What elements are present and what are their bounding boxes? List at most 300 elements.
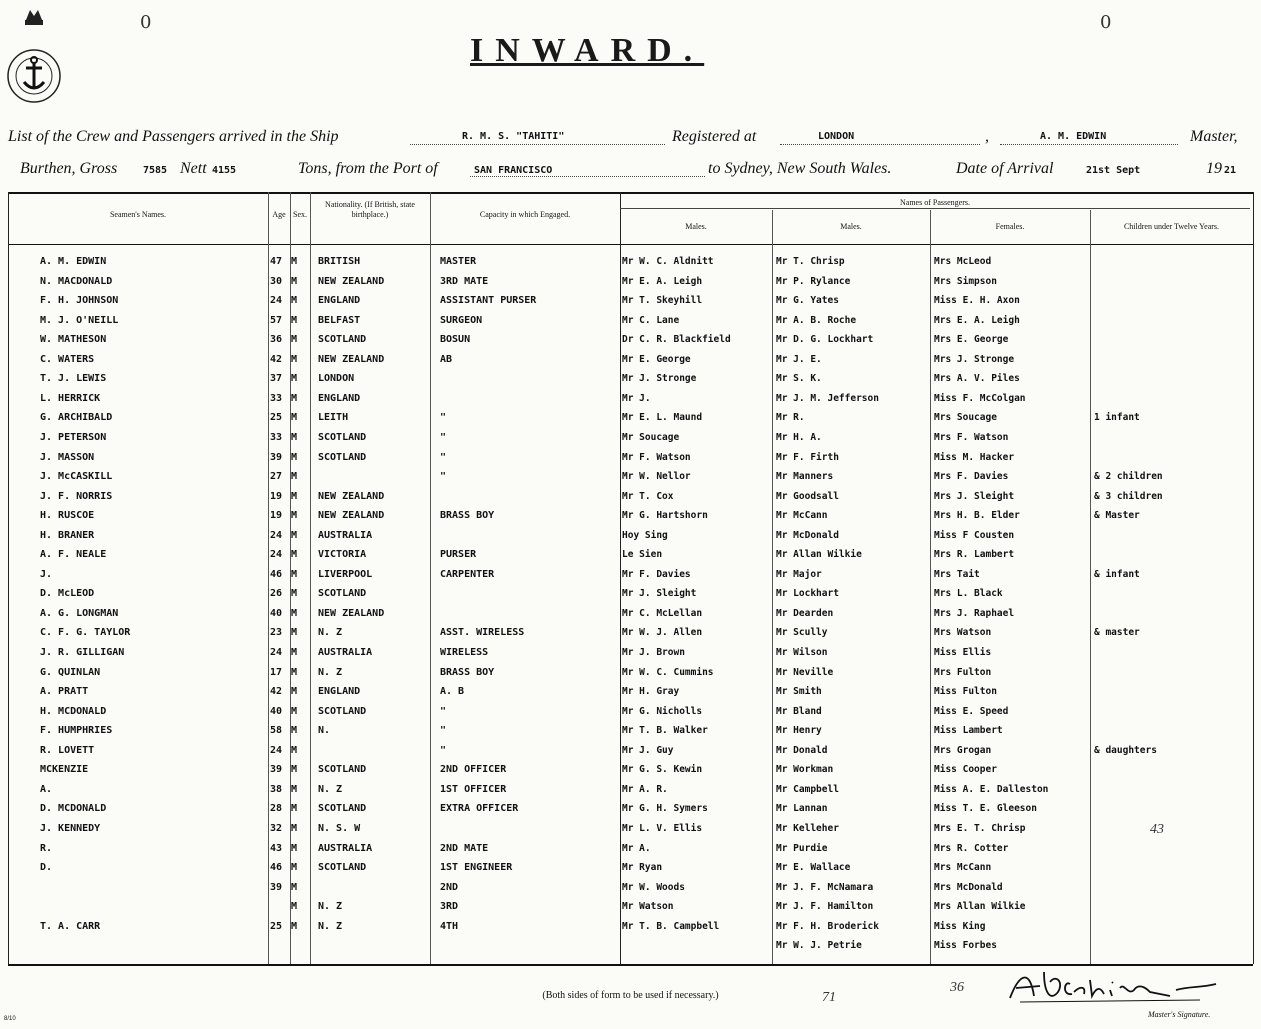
crew-nationality: N. Z bbox=[318, 666, 343, 678]
crew-sex: M bbox=[291, 783, 298, 795]
crew-sex: M bbox=[291, 842, 298, 854]
crew-nationality: SCOTLAND bbox=[318, 764, 367, 776]
crew-nationality: SCOTLAND bbox=[318, 705, 367, 717]
crew-capacity: 3RD bbox=[440, 901, 459, 913]
passenger-children: & 3 children bbox=[1094, 490, 1163, 502]
passenger-male: Mr T. B. Campbell bbox=[622, 920, 720, 932]
crew-name: H. BRANER bbox=[40, 529, 95, 541]
crew-sex: M bbox=[291, 275, 298, 287]
crew-nationality: SCOTLAND bbox=[318, 862, 367, 874]
passenger-children bbox=[1094, 799, 1250, 819]
passenger-male: Mr Manners bbox=[776, 471, 834, 483]
crew-capacity bbox=[440, 487, 616, 507]
crew-sex: M bbox=[291, 314, 298, 326]
crew-age: 24 bbox=[270, 529, 283, 541]
passenger-female: Miss E. Speed bbox=[934, 705, 1009, 717]
crew-name: T. J. LEWIS bbox=[40, 373, 107, 385]
crew-name bbox=[40, 878, 260, 898]
crew-capacity bbox=[440, 584, 616, 604]
passenger-male: Mr Bland bbox=[776, 705, 822, 717]
passenger-male: Mr J. M. Jefferson bbox=[776, 392, 879, 404]
header-line1-prefix: List of the Crew and Passengers arrived in the Ship bbox=[8, 128, 339, 145]
crew-capacity: MASTER bbox=[440, 256, 477, 267]
crew-sex: M bbox=[291, 862, 298, 874]
passenger-male: Mr Henry bbox=[776, 725, 822, 737]
from-port: SAN FRANCISCO bbox=[474, 165, 553, 176]
crew-nationality: AUSTRALIA bbox=[318, 647, 373, 658]
passenger-male: Mr J. Sleight bbox=[622, 588, 697, 600]
nett-tons: 4155 bbox=[212, 165, 237, 176]
passenger-male: Mr Workman bbox=[776, 764, 834, 776]
passenger-female: Miss Fulton bbox=[934, 686, 997, 698]
crew-nationality: SCOTLAND bbox=[318, 803, 367, 815]
crew-nationality: N. Z bbox=[318, 783, 343, 795]
passenger-male: Mr C. Lane bbox=[622, 314, 680, 326]
passenger-female: Miss F Cousten bbox=[934, 529, 1015, 541]
crew-nationality: VICTORIA bbox=[318, 549, 367, 561]
crew-capacity: " bbox=[440, 725, 447, 737]
passenger-male: Mr W. Nellor bbox=[622, 471, 691, 483]
crew-sex: M bbox=[291, 510, 298, 522]
passenger-male: Mr W. C. Aldnitt bbox=[622, 256, 714, 267]
passenger-male: Mr J. E. bbox=[776, 353, 822, 365]
year-prefix: 19 bbox=[1206, 160, 1222, 177]
crew-name: W. MATHESON bbox=[40, 334, 107, 346]
crew-age: 36 bbox=[270, 334, 283, 346]
crew-age: 24 bbox=[270, 744, 283, 756]
crew-nationality: BRITISH bbox=[318, 256, 361, 267]
burthen-label: Burthen, Gross bbox=[20, 160, 118, 177]
crew-name: C. WATERS bbox=[40, 353, 95, 365]
footer-note: (Both sides of form to be used if necessary.) bbox=[542, 990, 719, 1001]
crew-name: A. F. NEALE bbox=[40, 549, 107, 561]
passenger-male: Mr Major bbox=[776, 568, 822, 580]
crew-name: A. M. EDWIN bbox=[40, 256, 107, 267]
passenger-male: Mr H. Gray bbox=[622, 686, 680, 698]
crew-name: J. KENNEDY bbox=[40, 822, 101, 834]
passenger-male: Mr J. Guy bbox=[622, 744, 674, 756]
crew-name: L. HERRICK bbox=[40, 392, 101, 404]
passenger-children: & Master bbox=[1094, 510, 1140, 522]
passenger-children bbox=[1094, 526, 1250, 546]
passenger-children bbox=[1094, 545, 1250, 565]
crew-nationality: AUSTRALIA bbox=[318, 529, 373, 541]
crew-nationality: NEW ZEALAND bbox=[318, 490, 385, 502]
passenger-male: Mr Lockhart bbox=[776, 588, 839, 600]
passenger-male: Mr Soucage bbox=[622, 431, 680, 443]
passenger-male: Mr G. Nicholls bbox=[622, 705, 703, 717]
form-number: 8/10 bbox=[4, 1016, 16, 1022]
crew-capacity: " bbox=[440, 451, 447, 463]
crew-age: 30 bbox=[270, 275, 283, 287]
col-rule bbox=[1253, 192, 1254, 964]
passenger-female: Mrs J. Sleight bbox=[934, 490, 1015, 502]
passenger-male: Mr Campbell bbox=[776, 783, 839, 795]
crew-capacity: AB bbox=[440, 353, 453, 365]
passenger-children bbox=[1094, 272, 1250, 292]
crew-name: J. F. NORRIS bbox=[40, 490, 113, 502]
crew-name: J. R. GILLIGAN bbox=[40, 647, 125, 658]
to-sydney-label: to Sydney, New South Wales. bbox=[708, 160, 892, 177]
arrival-date: 21st Sept bbox=[1086, 165, 1141, 176]
crew-name bbox=[40, 897, 260, 917]
crew-capacity bbox=[440, 526, 616, 546]
passenger-male: Mr Scully bbox=[776, 627, 828, 639]
crew-age: 27 bbox=[270, 471, 283, 483]
crew-age: 37 bbox=[270, 373, 283, 385]
passenger-male: Mr F. Watson bbox=[622, 451, 691, 463]
crew-name: D. McLEOD bbox=[40, 588, 95, 600]
passenger-children bbox=[1094, 760, 1250, 780]
crew-age: 39 bbox=[270, 764, 283, 776]
crew-age: 24 bbox=[270, 647, 283, 658]
crew-capacity: SURGEON bbox=[440, 314, 483, 326]
passenger-male: Mr Neville bbox=[776, 666, 834, 678]
crew-sex: M bbox=[291, 686, 298, 698]
crew-nationality: SCOTLAND bbox=[318, 334, 367, 346]
passenger-female: Mrs A. V. Piles bbox=[934, 373, 1020, 385]
crew-nationality: N. Z bbox=[318, 901, 343, 913]
passenger-male: Mr Wilson bbox=[776, 647, 828, 658]
col-rule bbox=[310, 192, 311, 964]
col-rule bbox=[772, 210, 773, 964]
registered-port: LONDON bbox=[818, 131, 855, 142]
passenger-male: Mr W. J. Petrie bbox=[776, 940, 862, 952]
passenger-male: Mr H. A. bbox=[776, 431, 822, 443]
crew-sex: M bbox=[291, 412, 298, 424]
passenger-male: Mr E. A. Leigh bbox=[622, 275, 703, 287]
crew-capacity: " bbox=[440, 705, 447, 717]
passenger-female: Mrs Grogan bbox=[934, 744, 992, 756]
crew-capacity bbox=[440, 369, 616, 389]
passenger-female: Miss Cooper bbox=[934, 764, 997, 776]
passenger-male: Mr E. L. Maund bbox=[622, 412, 703, 424]
crew-age: 19 bbox=[270, 490, 283, 502]
arrival-label: Date of Arrival bbox=[956, 160, 1054, 177]
nett-label: Nett bbox=[180, 160, 207, 177]
crew-age bbox=[270, 897, 290, 917]
col-rule bbox=[268, 192, 269, 964]
crew-sex: M bbox=[291, 901, 298, 913]
crew-name: F. H. JOHNSON bbox=[40, 295, 119, 307]
passenger-female: Mrs J. Stronge bbox=[934, 353, 1015, 365]
crew-age: 33 bbox=[270, 392, 283, 404]
crew-capacity bbox=[440, 604, 616, 624]
punch-hole-right: 0 bbox=[1100, 12, 1112, 33]
passenger-male: Mr Donald bbox=[776, 744, 828, 756]
crew-nationality: N. Z bbox=[318, 920, 343, 932]
passenger-children bbox=[1094, 448, 1250, 468]
col-header-males-2: Males. bbox=[840, 222, 862, 231]
passenger-male: Mr G. Yates bbox=[776, 295, 839, 307]
passenger-children bbox=[1094, 604, 1250, 624]
crew-sex: M bbox=[291, 256, 298, 267]
passenger-male bbox=[622, 936, 770, 956]
crew-nationality: BELFAST bbox=[318, 314, 361, 326]
crew-sex: M bbox=[291, 568, 298, 580]
crew-sex: M bbox=[291, 431, 298, 443]
crew-age: 17 bbox=[270, 666, 283, 678]
crew-nationality bbox=[318, 467, 428, 487]
crew-capacity: CARPENTER bbox=[440, 568, 495, 580]
crew-age: 32 bbox=[270, 822, 283, 834]
crew-sex: M bbox=[291, 744, 298, 756]
crew-age: 38 bbox=[270, 783, 283, 795]
passenger-female: Mrs McCann bbox=[934, 862, 992, 874]
crew-name: N. MACDONALD bbox=[40, 275, 113, 287]
crew-capacity: " bbox=[440, 471, 447, 483]
crew-sex: M bbox=[291, 666, 298, 678]
crew-sex: M bbox=[291, 549, 298, 561]
from-port-underline bbox=[470, 176, 705, 177]
passenger-children bbox=[1094, 252, 1250, 272]
passenger-male: Mr F. Firth bbox=[776, 451, 839, 463]
crew-sex: M bbox=[291, 490, 298, 502]
crew-name: J. McCASKILL bbox=[40, 471, 113, 483]
crew-capacity: PURSER bbox=[440, 549, 477, 561]
tons-from-label: Tons, from the Port of bbox=[298, 160, 438, 177]
crew-sex: M bbox=[291, 725, 298, 737]
table-header-rule bbox=[8, 244, 1253, 245]
passenger-female: Mrs E. George bbox=[934, 334, 1009, 346]
crew-capacity: " bbox=[440, 744, 447, 756]
crew-capacity: ASST. WIRELESS bbox=[440, 627, 525, 639]
master-name: A. M. EDWIN bbox=[1040, 131, 1107, 142]
passenger-male: Mr Kelleher bbox=[776, 822, 839, 834]
passenger-male: Mr Allan Wilkie bbox=[776, 549, 862, 561]
passenger-male: Mr W. C. Cummins bbox=[622, 666, 714, 678]
crew-name: A. PRATT bbox=[40, 686, 89, 698]
passenger-children bbox=[1094, 350, 1250, 370]
registered-label: Registered at bbox=[672, 128, 757, 145]
table-top-rule bbox=[8, 192, 1253, 194]
crew-age: 47 bbox=[270, 256, 283, 267]
passenger-female: Miss F. McColgan bbox=[934, 392, 1026, 404]
crew-age: 39 bbox=[270, 881, 283, 893]
crew-sex: M bbox=[291, 705, 298, 717]
crew-nationality: NEW ZEALAND bbox=[318, 510, 385, 522]
crew-nationality: N. Z bbox=[318, 627, 343, 639]
crew-age: 24 bbox=[270, 295, 283, 307]
passenger-male: Mr Lannan bbox=[776, 803, 828, 815]
master-signature bbox=[1000, 962, 1230, 1012]
passenger-male: Mr J. Stronge bbox=[622, 373, 697, 385]
passenger-female: Miss Ellis bbox=[934, 647, 992, 658]
crew-name: M. J. O'NEILL bbox=[40, 314, 119, 326]
crew-age: 19 bbox=[270, 510, 283, 522]
crew-age: 46 bbox=[270, 568, 283, 580]
crew-nationality: SCOTLAND bbox=[318, 451, 367, 463]
passenger-male: Mr J. F. Hamilton bbox=[776, 901, 874, 913]
crew-nationality: ENGLAND bbox=[318, 392, 361, 404]
punch-hole-left: 0 bbox=[140, 12, 152, 33]
passenger-children bbox=[1094, 897, 1250, 917]
crew-capacity: 2ND bbox=[440, 881, 459, 893]
crew-nationality: NEW ZEALAND bbox=[318, 353, 385, 365]
col-header-capacity: Capacity in which Engaged. bbox=[479, 210, 571, 219]
col-header-sex: Sex. bbox=[293, 210, 307, 219]
crew-sex: M bbox=[291, 764, 298, 776]
crew-name: MCKENZIE bbox=[40, 764, 89, 776]
crew-capacity: 2ND MATE bbox=[440, 842, 489, 854]
crew-nationality bbox=[318, 878, 428, 898]
crew-sex: M bbox=[291, 353, 298, 365]
passenger-male: Mr R. bbox=[776, 412, 805, 424]
passenger-male: Mr McDonald bbox=[776, 529, 839, 541]
crew-sex: M bbox=[291, 920, 298, 932]
col-rule bbox=[430, 192, 431, 964]
masters-department-seal bbox=[4, 6, 64, 116]
col-rule bbox=[620, 192, 621, 964]
passenger-male: Mr G. Hartshorn bbox=[622, 510, 708, 522]
crew-capacity: " bbox=[440, 412, 447, 424]
crew-nationality: N. bbox=[318, 725, 331, 737]
passenger-children bbox=[1094, 780, 1250, 800]
passenger-male: Mr D. G. Lockhart bbox=[776, 334, 874, 346]
passenger-male: Mr E. George bbox=[622, 353, 691, 365]
ship-underline bbox=[410, 144, 665, 145]
col-header-age: Age bbox=[272, 210, 286, 219]
col-rule bbox=[8, 192, 9, 964]
crew-capacity: 1ST ENGINEER bbox=[440, 862, 513, 874]
crew-capacity: 3RD MATE bbox=[440, 275, 489, 287]
crew-age: 26 bbox=[270, 588, 283, 600]
passenger-children bbox=[1094, 369, 1250, 389]
crew-sex: M bbox=[291, 607, 298, 619]
crew-nationality: SCOTLAND bbox=[318, 588, 367, 600]
crew-name: F. HUMPHRIES bbox=[40, 725, 113, 737]
passenger-female: Mrs E. A. Leigh bbox=[934, 314, 1020, 326]
passenger-male: Mr T. Chrisp bbox=[776, 256, 845, 267]
crew-name: R. bbox=[40, 842, 53, 854]
passenger-children: & 2 children bbox=[1094, 471, 1163, 483]
passenger-children bbox=[1094, 584, 1250, 604]
passenger-female: Mrs McDonald bbox=[934, 881, 1003, 893]
crew-age: 28 bbox=[270, 803, 283, 815]
crew-capacity: 2ND OFFICER bbox=[440, 764, 507, 776]
crew-nationality: LONDON bbox=[318, 373, 355, 385]
crew-name: H. MCDONALD bbox=[40, 705, 107, 717]
passenger-male: Mr L. V. Ellis bbox=[622, 822, 703, 834]
passenger-children bbox=[1094, 936, 1250, 956]
crew-capacity: BRASS BOY bbox=[440, 510, 495, 522]
passenger-female: Miss Forbes bbox=[934, 940, 997, 952]
crew-name: A. bbox=[40, 783, 53, 795]
passenger-male: Mr P. Rylance bbox=[776, 275, 851, 287]
passenger-female: Mrs H. B. Elder bbox=[934, 510, 1020, 522]
passenger-female: Mrs J. Raphael bbox=[934, 607, 1015, 619]
passenger-male: Mr A. bbox=[622, 842, 651, 854]
crew-sex: M bbox=[291, 451, 298, 463]
crew-sex: M bbox=[291, 803, 298, 815]
crew-name: J. bbox=[40, 568, 53, 580]
passenger-male: Dr C. R. Blackfield bbox=[622, 334, 731, 346]
pencil-note-3: 43 bbox=[1150, 822, 1164, 837]
passenger-male: Mr T. Skeyhill bbox=[622, 295, 703, 307]
passenger-female: Mrs Watson bbox=[934, 627, 992, 639]
passenger-female: Mrs Tait bbox=[934, 568, 980, 580]
passenger-female: Miss T. E. Gleeson bbox=[934, 803, 1037, 815]
col-rule bbox=[1090, 210, 1091, 964]
crew-name: R. LOVETT bbox=[40, 744, 95, 756]
crew-age: 46 bbox=[270, 862, 283, 874]
col-header-passengers: Names of Passengers. bbox=[900, 198, 970, 207]
passenger-male: Hoy Sing bbox=[622, 529, 668, 541]
registered-underline bbox=[780, 144, 980, 145]
passenger-male: Mr J. bbox=[622, 392, 651, 404]
crew-age: 42 bbox=[270, 686, 283, 698]
ship-name: R. M. S. "TAHITI" bbox=[462, 131, 565, 142]
crew-sex: M bbox=[291, 627, 298, 639]
crew-nationality: LIVERPOOL bbox=[318, 568, 373, 580]
passenger-children bbox=[1094, 643, 1250, 663]
crew-age: 43 bbox=[270, 842, 283, 854]
crew-nationality: N. S. W bbox=[318, 822, 361, 834]
col-header-nationality: Nationality. (If British, state birthplace.) bbox=[325, 200, 415, 219]
master-underline bbox=[1000, 144, 1178, 145]
crew-sex: M bbox=[291, 822, 298, 834]
passenger-female: Mrs L. Black bbox=[934, 588, 1003, 600]
passenger-female: Mrs R. Cotter bbox=[934, 842, 1009, 854]
crew-capacity: 4TH bbox=[440, 920, 459, 932]
crew-name: C. F. G. TAYLOR bbox=[40, 627, 131, 639]
crew-age: 40 bbox=[270, 705, 283, 717]
crew-capacity bbox=[440, 819, 616, 839]
gross-tons: 7585 bbox=[143, 165, 168, 176]
crew-name: G. ARCHIBALD bbox=[40, 412, 113, 424]
passenger-children bbox=[1094, 839, 1250, 859]
crew-age: 25 bbox=[270, 412, 283, 424]
crew-name: D. MCDONALD bbox=[40, 803, 107, 815]
crew-sex: M bbox=[291, 471, 298, 483]
passenger-children bbox=[1094, 663, 1250, 683]
crew-name: D. bbox=[40, 862, 53, 874]
passenger-children bbox=[1094, 917, 1250, 937]
passenger-male: Mr A. R. bbox=[622, 783, 668, 795]
passenger-female: Miss M. Hacker bbox=[934, 451, 1015, 463]
arrival-year: 21 bbox=[1224, 165, 1237, 176]
crew-age: 42 bbox=[270, 353, 283, 365]
passenger-children bbox=[1094, 291, 1250, 311]
crew-nationality: NEW ZEALAND bbox=[318, 607, 385, 619]
passenger-male: Mr F. Davies bbox=[622, 568, 691, 580]
pencil-note-2: 36 bbox=[950, 980, 964, 995]
crew-capacity: A. B bbox=[440, 686, 465, 698]
passenger-female: Mrs E. T. Chrisp bbox=[934, 822, 1026, 834]
crew-nationality: LEITH bbox=[318, 412, 349, 424]
crew-sex: M bbox=[291, 881, 298, 893]
crew-capacity: BRASS BOY bbox=[440, 666, 495, 678]
passenger-male: Le Sien bbox=[622, 549, 663, 561]
crew-capacity: ASSISTANT PURSER bbox=[440, 295, 537, 307]
crew-sex: M bbox=[291, 334, 298, 346]
passenger-children bbox=[1094, 702, 1250, 722]
passenger-children bbox=[1094, 858, 1250, 878]
crew-capacity: BOSUN bbox=[440, 334, 471, 346]
crew-name: G. QUINLAN bbox=[40, 666, 101, 678]
passenger-female: Miss King bbox=[934, 920, 986, 932]
passenger-male: Mr T. B. Walker bbox=[622, 725, 708, 737]
pencil-note-1: 71 bbox=[822, 990, 836, 1005]
passenger-male: Mr E. Wallace bbox=[776, 862, 851, 874]
passenger-male: Mr T. Cox bbox=[622, 490, 674, 502]
passenger-male: Mr Watson bbox=[622, 901, 674, 913]
passenger-children bbox=[1094, 878, 1250, 898]
crew-age: 25 bbox=[270, 920, 283, 932]
passenger-male: Mr F. H. Broderick bbox=[776, 920, 879, 932]
passenger-children: 1 infant bbox=[1094, 412, 1140, 424]
passenger-female: Mrs R. Lambert bbox=[934, 549, 1015, 561]
